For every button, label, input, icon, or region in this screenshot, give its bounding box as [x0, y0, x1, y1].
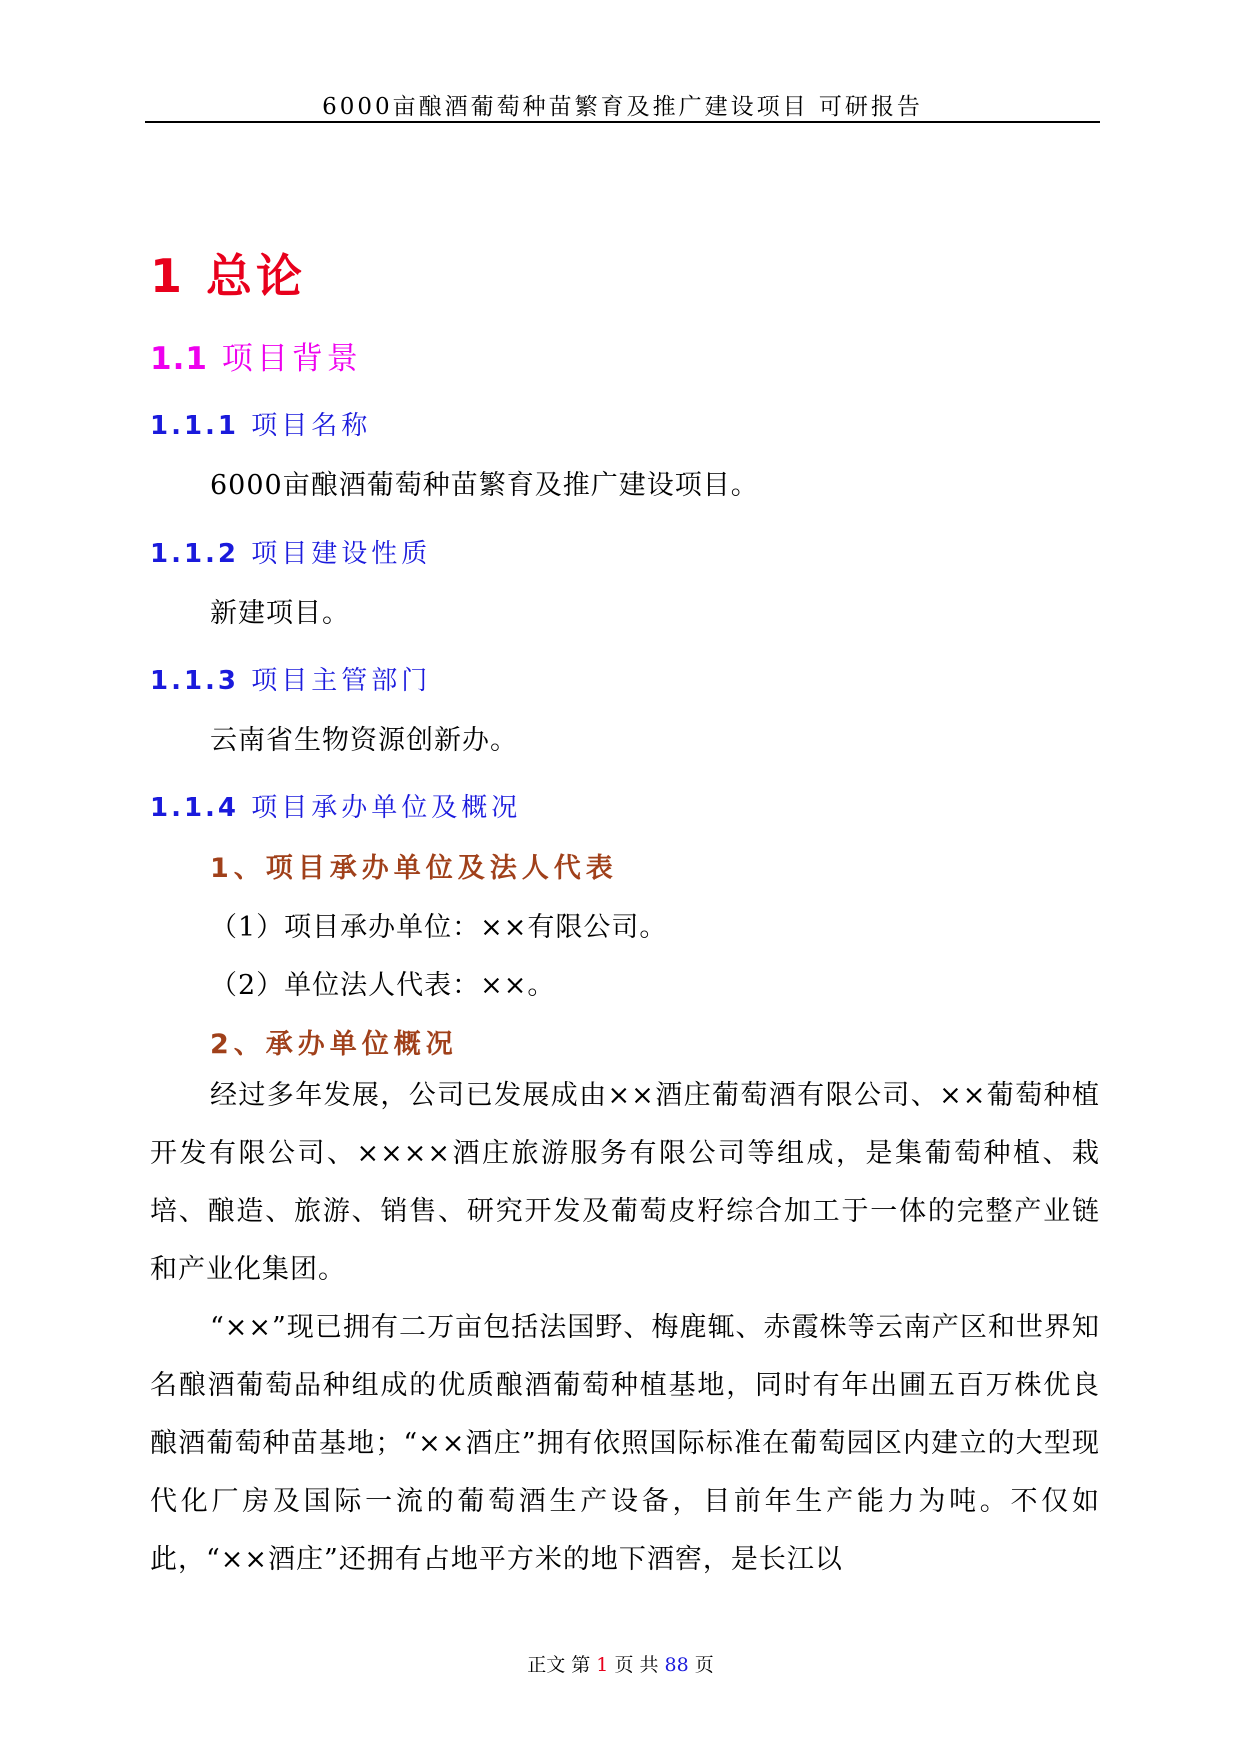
chapter-heading: [150, 240, 306, 306]
section-title: 项目背景: [221, 341, 362, 377]
subsection-number: 1.1.4: [150, 793, 240, 823]
chapter-title: 总论: [206, 249, 307, 303]
page-header-title: 6000亩酿酒葡萄种苗繁育及推广建设项目 可研报告: [322, 94, 923, 120]
item-line: （2）单位法人代表：××。: [210, 970, 556, 1001]
subsection-heading-1-1-1: [150, 405, 371, 442]
body-paragraph: “××”现已拥有二万亩包括法国野、梅鹿辄、赤霞株等云南产区和世界知名酿酒葡萄品种组成的优质酿酒葡萄种植基地，同时有年出圃五百万株优良酿酒葡萄种苗基地；“××酒庄”拥有依照国际标准在葡萄园区内建立的大型现代化厂房及国际一流的葡萄酒生产设备，目前年生产能力为吨。不仅如此，“××酒庄”还拥有占地平方米的地下酒窖，是长江以: [150, 1312, 1100, 1575]
page-footer: [0, 1650, 1241, 1677]
item-heading-1: 1、项目承办单位及法人代表: [210, 853, 618, 884]
subsection-body-1-1-2: 新建项目。: [210, 598, 350, 629]
subsection-number: 1.1.3: [150, 666, 240, 696]
subsection-heading-1-1-2: [150, 533, 431, 570]
subsection-body-1-1-3: 云南省生物资源创新办。: [210, 725, 518, 756]
subsection-heading-1-1-3: [150, 660, 431, 697]
item-heading-2: 2、承办单位概况: [210, 1029, 458, 1060]
footer-prefix: 正文 第: [527, 1654, 591, 1676]
header-divider: [145, 121, 1100, 123]
item-line: （1）项目承办单位：××有限公司。: [210, 912, 668, 943]
footer-page-number: 1: [596, 1654, 609, 1676]
footer-total-pages: 88: [664, 1654, 689, 1676]
subsection-heading-1-1-4: [150, 787, 521, 824]
subsection-body-1-1-1: 6000亩酿酒葡萄种苗繁育及推广建设项目。: [210, 470, 759, 501]
section-heading: [150, 333, 362, 378]
body-paragraph: 经过多年发展，公司已发展成由××酒庄葡萄酒有限公司、××葡萄种植开发有限公司、××××酒庄旅游服务有限公司等组成，是集葡萄种植、栽培、酿造、旅游、销售、研究开发及葡萄皮籽综合加工于一体的完整产业链和产业化集团。: [150, 1080, 1100, 1285]
subsection-number: 1.1.1: [150, 411, 240, 441]
subsection-title: 项目建设性质: [251, 539, 432, 569]
subsection-title: 项目名称: [251, 411, 372, 441]
footer-suffix: 页: [694, 1654, 714, 1676]
subsection-title: 项目承办单位及概况: [251, 793, 522, 823]
subsection-number: 1.1.2: [150, 539, 240, 569]
section-number: 1.1: [150, 341, 208, 377]
subsection-title: 项目主管部门: [251, 666, 432, 696]
chapter-number: 1: [150, 249, 187, 303]
footer-middle: 页 共: [614, 1654, 659, 1676]
